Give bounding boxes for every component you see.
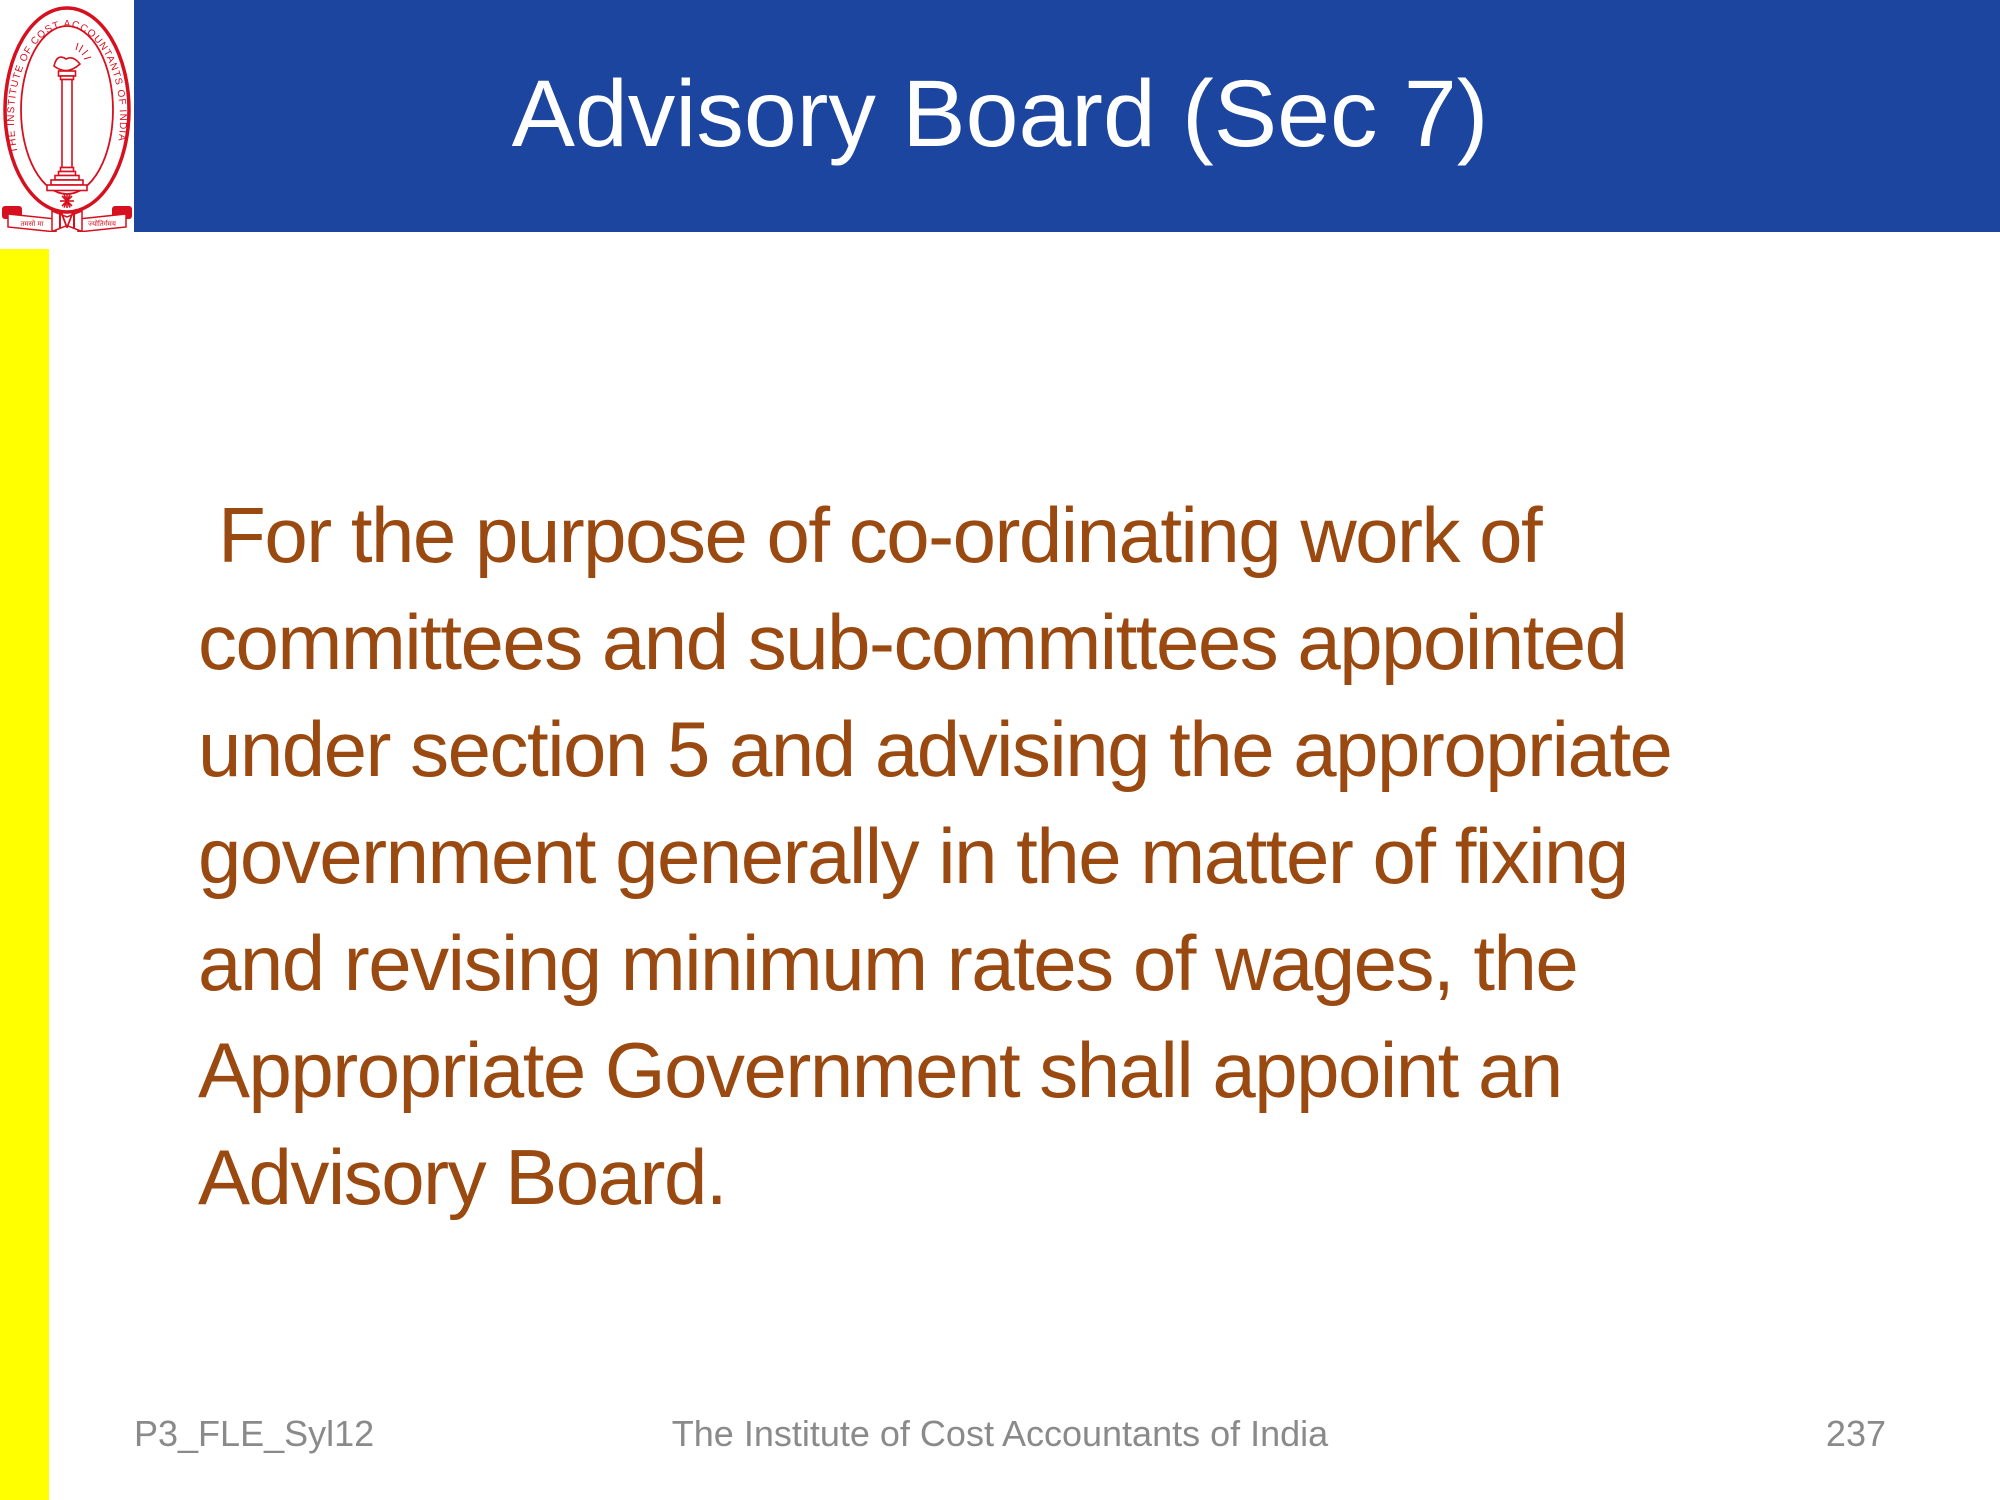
logo-monogram: M [57,207,77,232]
body-line: under section 5 and advising the appropriate [198,705,1672,793]
body-line: and revising minimum rates of wages, the [198,919,1578,1007]
body-line: Advisory Board. [198,1133,727,1221]
body-line: Appropriate Government shall appoint an [198,1026,1562,1114]
footer-institute-name: The Institute of Cost Accountants of India [671,1413,1329,1454]
logo-banner-left-text: तमसो मा [20,220,44,228]
body-line: committees and sub-committees appointed [198,598,1627,686]
logo-starburst [60,194,74,208]
body-line: government generally in the matter of fixing [198,812,1628,900]
page-title: Advisory Board (Sec 7) [511,61,1489,167]
body-line: For the purpose of co-ordinating work of [198,491,1542,579]
logo-banner-right-text: ज्योतिर्गमय [88,220,116,228]
page-number: 237 [1825,1413,1886,1454]
header-bar [0,0,2000,232]
body-text [198,482,1898,1231]
side-stripe [0,249,49,1500]
logo-ring-text: THE INSTITUTE OF COST ACCOUNTANTS OF INDIA [5,18,129,154]
logo-ribbon [2,206,132,232]
footer-course-code: P3_FLE_Syl12 [134,1413,375,1454]
